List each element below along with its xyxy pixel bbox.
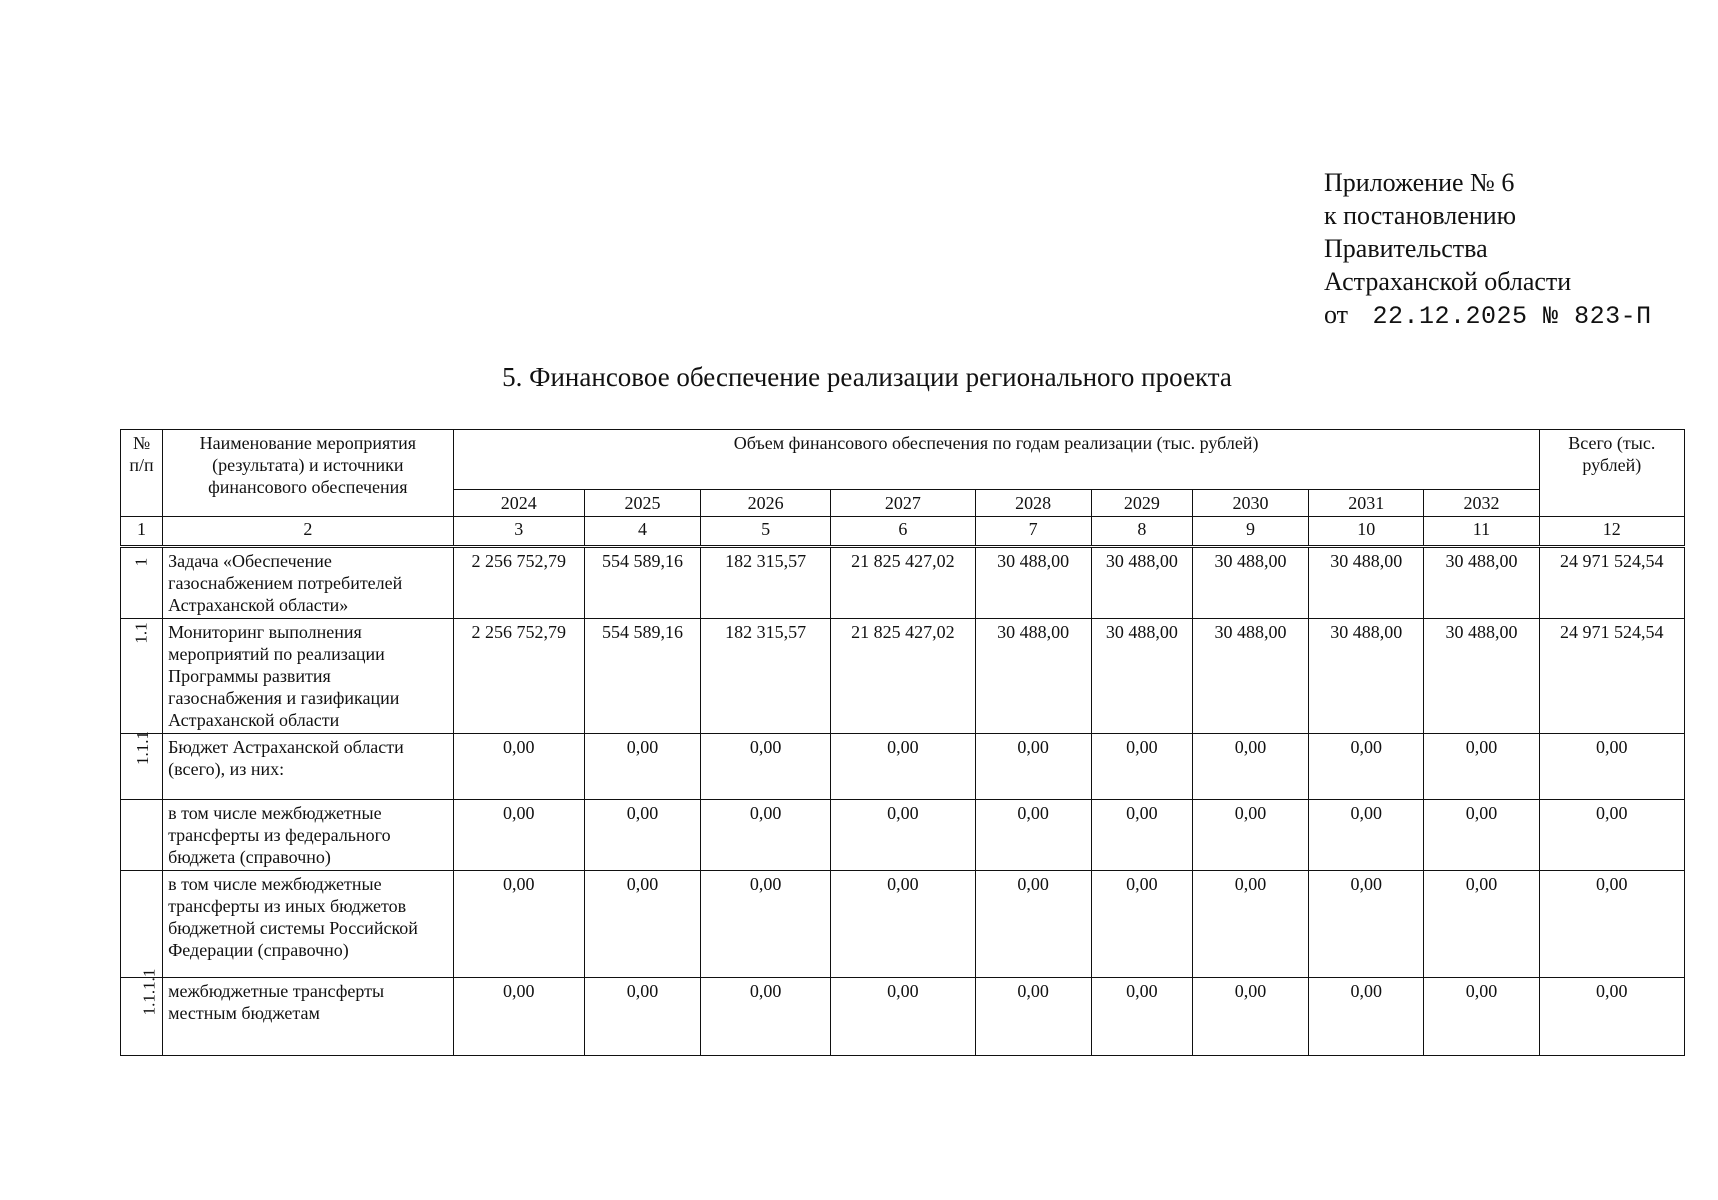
row-year-value: 182 315,57 [701,547,831,619]
column-number-cell: 12 [1539,517,1684,547]
header-year-2027: 2027 [831,490,975,517]
row-year-value: 0,00 [1192,800,1308,871]
row-index-cell [121,871,163,978]
row-year-value: 0,00 [453,978,584,1056]
column-number-cell: 6 [831,517,975,547]
row-name: Бюджет Астраханской области (всего), из них: [163,734,454,800]
header-num: № п/п [121,430,163,517]
row-year-value: 0,00 [701,978,831,1056]
row-year-value: 0,00 [1309,800,1424,871]
row-year-value: 21 825 427,02 [831,619,975,734]
row-year-value: 30 488,00 [1309,619,1424,734]
column-number-cell: 1 [121,517,163,547]
row-year-value: 0,00 [831,871,975,978]
row-total-value: 0,00 [1539,734,1684,800]
row-year-value: 0,00 [1091,734,1192,800]
column-number-cell: 8 [1091,517,1192,547]
header-year-2029: 2029 [1091,490,1192,517]
row-year-value: 0,00 [701,871,831,978]
row-name: в том числе межбюджетные трансферты из иных бюджетов бюджетной системы Российской Федерации (справочно) [163,871,454,978]
table-row [121,547,1685,619]
row-index-cell [121,800,163,871]
row-total-value: 0,00 [1539,800,1684,871]
column-number-cell: 9 [1192,517,1308,547]
row-year-value: 30 488,00 [1091,547,1192,619]
row-name: в том числе межбюджетные трансферты из федерального бюджета (справочно) [163,800,454,871]
row-year-value: 30 488,00 [1424,619,1539,734]
row-total-value: 0,00 [1539,871,1684,978]
row-year-value: 0,00 [975,800,1091,871]
row-year-value: 0,00 [1309,734,1424,800]
header-year-2030: 2030 [1192,490,1308,517]
row-year-value: 554 589,16 [584,547,700,619]
row-year-value: 0,00 [584,800,700,871]
row-name: Задача «Обеспечение газоснабжением потребителей Астраханской области» [163,547,454,619]
appendix-block [1324,166,1652,333]
row-year-value: 30 488,00 [1192,619,1308,734]
table-row [121,800,1685,871]
row-total-value: 24 971 524,54 [1539,619,1684,734]
appendix-line: Приложение № 6 [1324,168,1515,197]
column-number-cell: 2 [163,517,454,547]
row-year-value: 30 488,00 [1091,619,1192,734]
column-number-cell: 11 [1424,517,1539,547]
row-index-cell [121,731,163,800]
column-number-cell: 7 [975,517,1091,547]
table-row [121,978,1685,1056]
row-year-value: 0,00 [1091,800,1192,871]
appendix-line: Астраханской области [1324,267,1572,296]
row-year-value: 0,00 [1192,734,1308,800]
row-year-value: 182 315,57 [701,619,831,734]
header-year-2028: 2028 [975,490,1091,517]
header-year-2024: 2024 [453,490,584,517]
page-title: 5. Финансовое обеспечение реализации регионального проекта [502,362,1232,392]
header-year-2025: 2025 [584,490,700,517]
header-name: Наименование мероприятия (результата) и источники финансового обеспечения [163,430,454,517]
row-year-value: 21 825 427,02 [831,547,975,619]
row-index-cell [121,547,163,619]
row-year-value: 0,00 [1424,800,1539,871]
table-row [121,871,1685,978]
row-year-value: 0,00 [701,734,831,800]
row-year-value: 554 589,16 [584,619,700,734]
table-row [121,619,1685,734]
row-year-value: 0,00 [453,800,584,871]
appendix-date-line [1324,298,1652,333]
row-year-value: 2 256 752,79 [453,547,584,619]
row-year-value: 0,00 [1192,978,1308,1056]
column-numbers-row [121,517,1685,547]
row-year-value: 2 256 752,79 [453,619,584,734]
row-year-value: 0,00 [1091,871,1192,978]
header-total: Всего (тыс. рублей) [1539,430,1684,517]
row-year-value: 30 488,00 [975,619,1091,734]
table-row [121,734,1685,800]
row-year-value: 0,00 [701,800,831,871]
row-year-value: 0,00 [975,734,1091,800]
row-year-value: 0,00 [1424,871,1539,978]
date-number-stamp: 22.12.2025 № 823-П [1372,302,1652,331]
row-year-value: 0,00 [1309,978,1424,1056]
column-number-cell: 10 [1309,517,1424,547]
row-year-value: 0,00 [831,800,975,871]
row-year-value: 0,00 [1424,978,1539,1056]
row-index: 1.1.1 [133,731,152,765]
row-year-value: 0,00 [975,871,1091,978]
column-number-cell: 5 [701,517,831,547]
date-prefix: от [1324,300,1349,329]
row-index: 1.1 [131,622,151,644]
row-index-cell [121,619,163,734]
row-year-value: 0,00 [1309,871,1424,978]
row-year-value: 0,00 [831,978,975,1056]
row-index: 1 [131,557,151,567]
row-year-value: 0,00 [1192,871,1308,978]
row-year-value: 30 488,00 [1424,547,1539,619]
row-year-value: 0,00 [1424,734,1539,800]
appendix-line: Правительства [1324,234,1488,263]
header-year-2031: 2031 [1309,490,1424,517]
header-year-2026: 2026 [701,490,831,517]
row-year-value: 0,00 [584,978,700,1056]
row-year-value: 30 488,00 [1309,547,1424,619]
row-name: межбюджетные трансферты местным бюджетам [163,978,454,1056]
row-year-value: 0,00 [584,734,700,800]
row-year-value: 0,00 [831,734,975,800]
row-year-value: 0,00 [584,871,700,978]
row-year-value: 0,00 [1091,978,1192,1056]
row-year-value: 0,00 [453,871,584,978]
row-total-value: 24 971 524,54 [1539,547,1684,619]
header-volume: Объем финансового обеспечения по годам реализации (тыс. рублей) [453,430,1539,490]
row-index-cell [121,968,163,1056]
row-total-value: 0,00 [1539,978,1684,1056]
row-name: Мониторинг выполнения мероприятий по реализации Программы развития газоснабжения и газификации Астраханской области [163,619,454,734]
header-year-2032: 2032 [1424,490,1539,517]
row-year-value: 0,00 [975,978,1091,1056]
row-year-value: 0,00 [453,734,584,800]
row-year-value: 30 488,00 [975,547,1091,619]
financing-table [120,429,1685,1056]
row-year-value: 30 488,00 [1192,547,1308,619]
column-number-cell: 3 [453,517,584,547]
appendix-line: к постановлению [1324,201,1517,230]
row-index: 1.1.1.1 [139,968,159,1016]
column-number-cell: 4 [584,517,700,547]
